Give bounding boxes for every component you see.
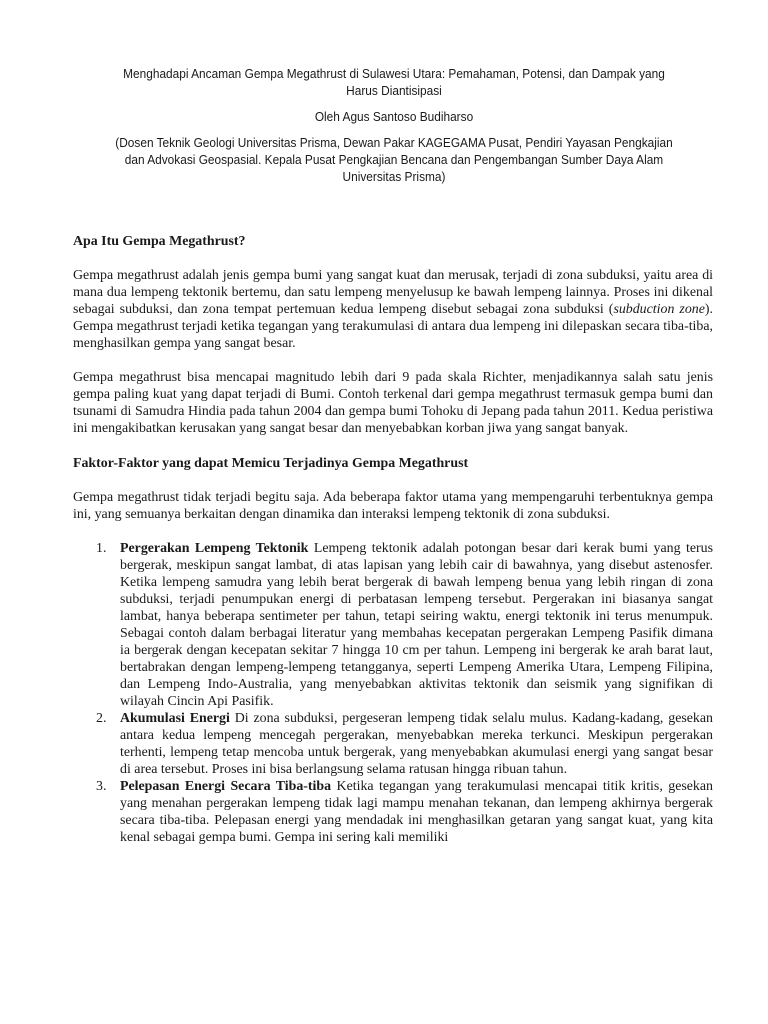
subduction-zone-term: subduction zone [613, 302, 705, 317]
paragraph-factors-intro: Gempa megathrust tidak terjadi begitu saja. Ada beberapa faktor utama yang mempengaruhi terbentuknya gempa ini, yang semuanya berkaitan dengan dinamika dan interaksi lempeng tektonik di zona subduksi. [73, 490, 713, 522]
list-item [96, 540, 713, 710]
document-title: Menghadapi Ancaman Gempa Megathrust di Sulawesi Utara: Pemahaman, Potensi, dan Dampak yang Harus Diantisipasi [123, 66, 665, 98]
list-item-text: Lempeng tektonik adalah potongan besar dari kerak bumi yang terus bergerak, meskipun sangat lambat, di atas lapisan yang lebih cair di bawahnya, yang disebut astenosfer. Ketika lempeng samudra yang lebih berat bergerak di bawah lempeng benua yang lebih ringan di zona subduksi, terjadi penumpukan energi di perbatasan lempeng tersebut. Pergerakan ini biasanya sangat lambat, hanya beberapa sentimeter per tahun, tetapi seiring waktu, energi tektonik ini terus menumpuk. Sebagai contoh dalam berbagai literatur yang membahas kecepatan pergerakan Lempeng Pasifik dimana ia bergerak dengan kecepatan sekitar 7 hingga 10 cm per tahun. Lempeng ini bergerak ke arah barat laut, bertabrakan dengan lempeng-lempeng tetangganya, seperti Lempeng Amerika Utara, Lempeng Filipina, dan Lempeng Indo-Australia, yang menyebabkan aktivitas tektonik dan seismik yang signifikan di wilayah Cincin Api Pasifik. [120, 541, 713, 709]
document-header [108, 65, 680, 185]
list-item [96, 778, 713, 846]
list-item-number: 1. [96, 541, 107, 556]
document-body [73, 233, 713, 846]
list-item-text: Di zona subduksi, pergeseran lempeng tidak selalu mulus. Kadang-kadang, gesekan antara kedua lempeng mencegah pergerakan, menyebabkan mereka terkunci. Meskipun pergerakan terhenti, lempeng tetap mencoba untuk bergerak, yang menyebabkan akumulasi energi yang sangat besar di area tersebut. Proses ini bisa berlangsung selama ratusan hingga ribuan tahun. [120, 711, 713, 777]
list-item-text: Ketika tegangan yang terakumulasi mencapai titik kritis, gesekan yang menahan pergerakan lempeng tidak lagi mampu menahan tekanan, dan lempeng akhirnya bergerak secara tiba-tiba. Pelepasan energi yang mendadak ini menghasilkan getaran yang sangat kuat, yang kita kenal sebagai gempa bumi. Gempa ini sering kali memiliki [120, 779, 713, 845]
factors-list [73, 540, 713, 846]
list-item-title: Pergerakan Lempeng Tektonik [120, 541, 309, 556]
section-heading-megathrust: Apa Itu Gempa Megathrust? [73, 234, 246, 249]
paragraph-magnitude: Gempa megathrust bisa mencapai magnitudo lebih dari 9 pada skala Richter, menjadikannya salah satu jenis gempa paling kuat yang dapat terjadi di Bumi. Contoh terkenal dari gempa megathrust termasuk gempa bumi dan tsunami di Samudra Hindia pada tahun 2004 dan gempa bumi Tohoku di Jepang pada tahun 2011. Kedua peristiwa ini mengakibatkan kerusakan yang sangat besar dan menyebabkan korban jiwa yang sangat banyak. [73, 370, 713, 436]
list-item-title: Akumulasi Energi [120, 711, 230, 726]
list-item-number: 3. [96, 779, 107, 794]
paragraph-definition-part1: Gempa megathrust adalah jenis gempa bumi yang sangat kuat dan merusak, terjadi di zona subduksi, yaitu area di mana dua lempeng tektonik bertemu, dan satu lempeng menyelusup ke bawah lempeng lainnya. Proses ini dikenal sebagai subduksi, dan zona tempat pertemuan kedua lempeng disebut sebagai zona subduksi ( [73, 268, 713, 317]
author-line: Oleh Agus Santoso Budiharso [314, 109, 474, 124]
paragraph-definition-part2: ). Gempa megathrust terjadi ketika tegangan yang terakumulasi di antara dua lempeng ini dilepaskan secara tiba-tiba, menghasilkan gempa yang sangat besar. [73, 302, 713, 351]
list-item [96, 710, 713, 778]
section-heading-factors: Faktor-Faktor yang dapat Memicu Terjadinya Gempa Megathrust [73, 456, 469, 471]
list-item-title: Pelepasan Energi Secara Tiba-tiba [120, 779, 332, 794]
author-affiliation: (Dosen Teknik Geologi Universitas Prisma, Dewan Pakar KAGEGAMA Pusat, Pendiri Yayasan Pengkajian dan Advokasi Geospasial. Kepala Pusat Pengkajian Bencana dan Pengembangan Sumber Daya Alam Universitas Prisma) [115, 135, 673, 184]
list-item-number: 2. [96, 711, 107, 726]
paragraph-definition [73, 267, 713, 352]
